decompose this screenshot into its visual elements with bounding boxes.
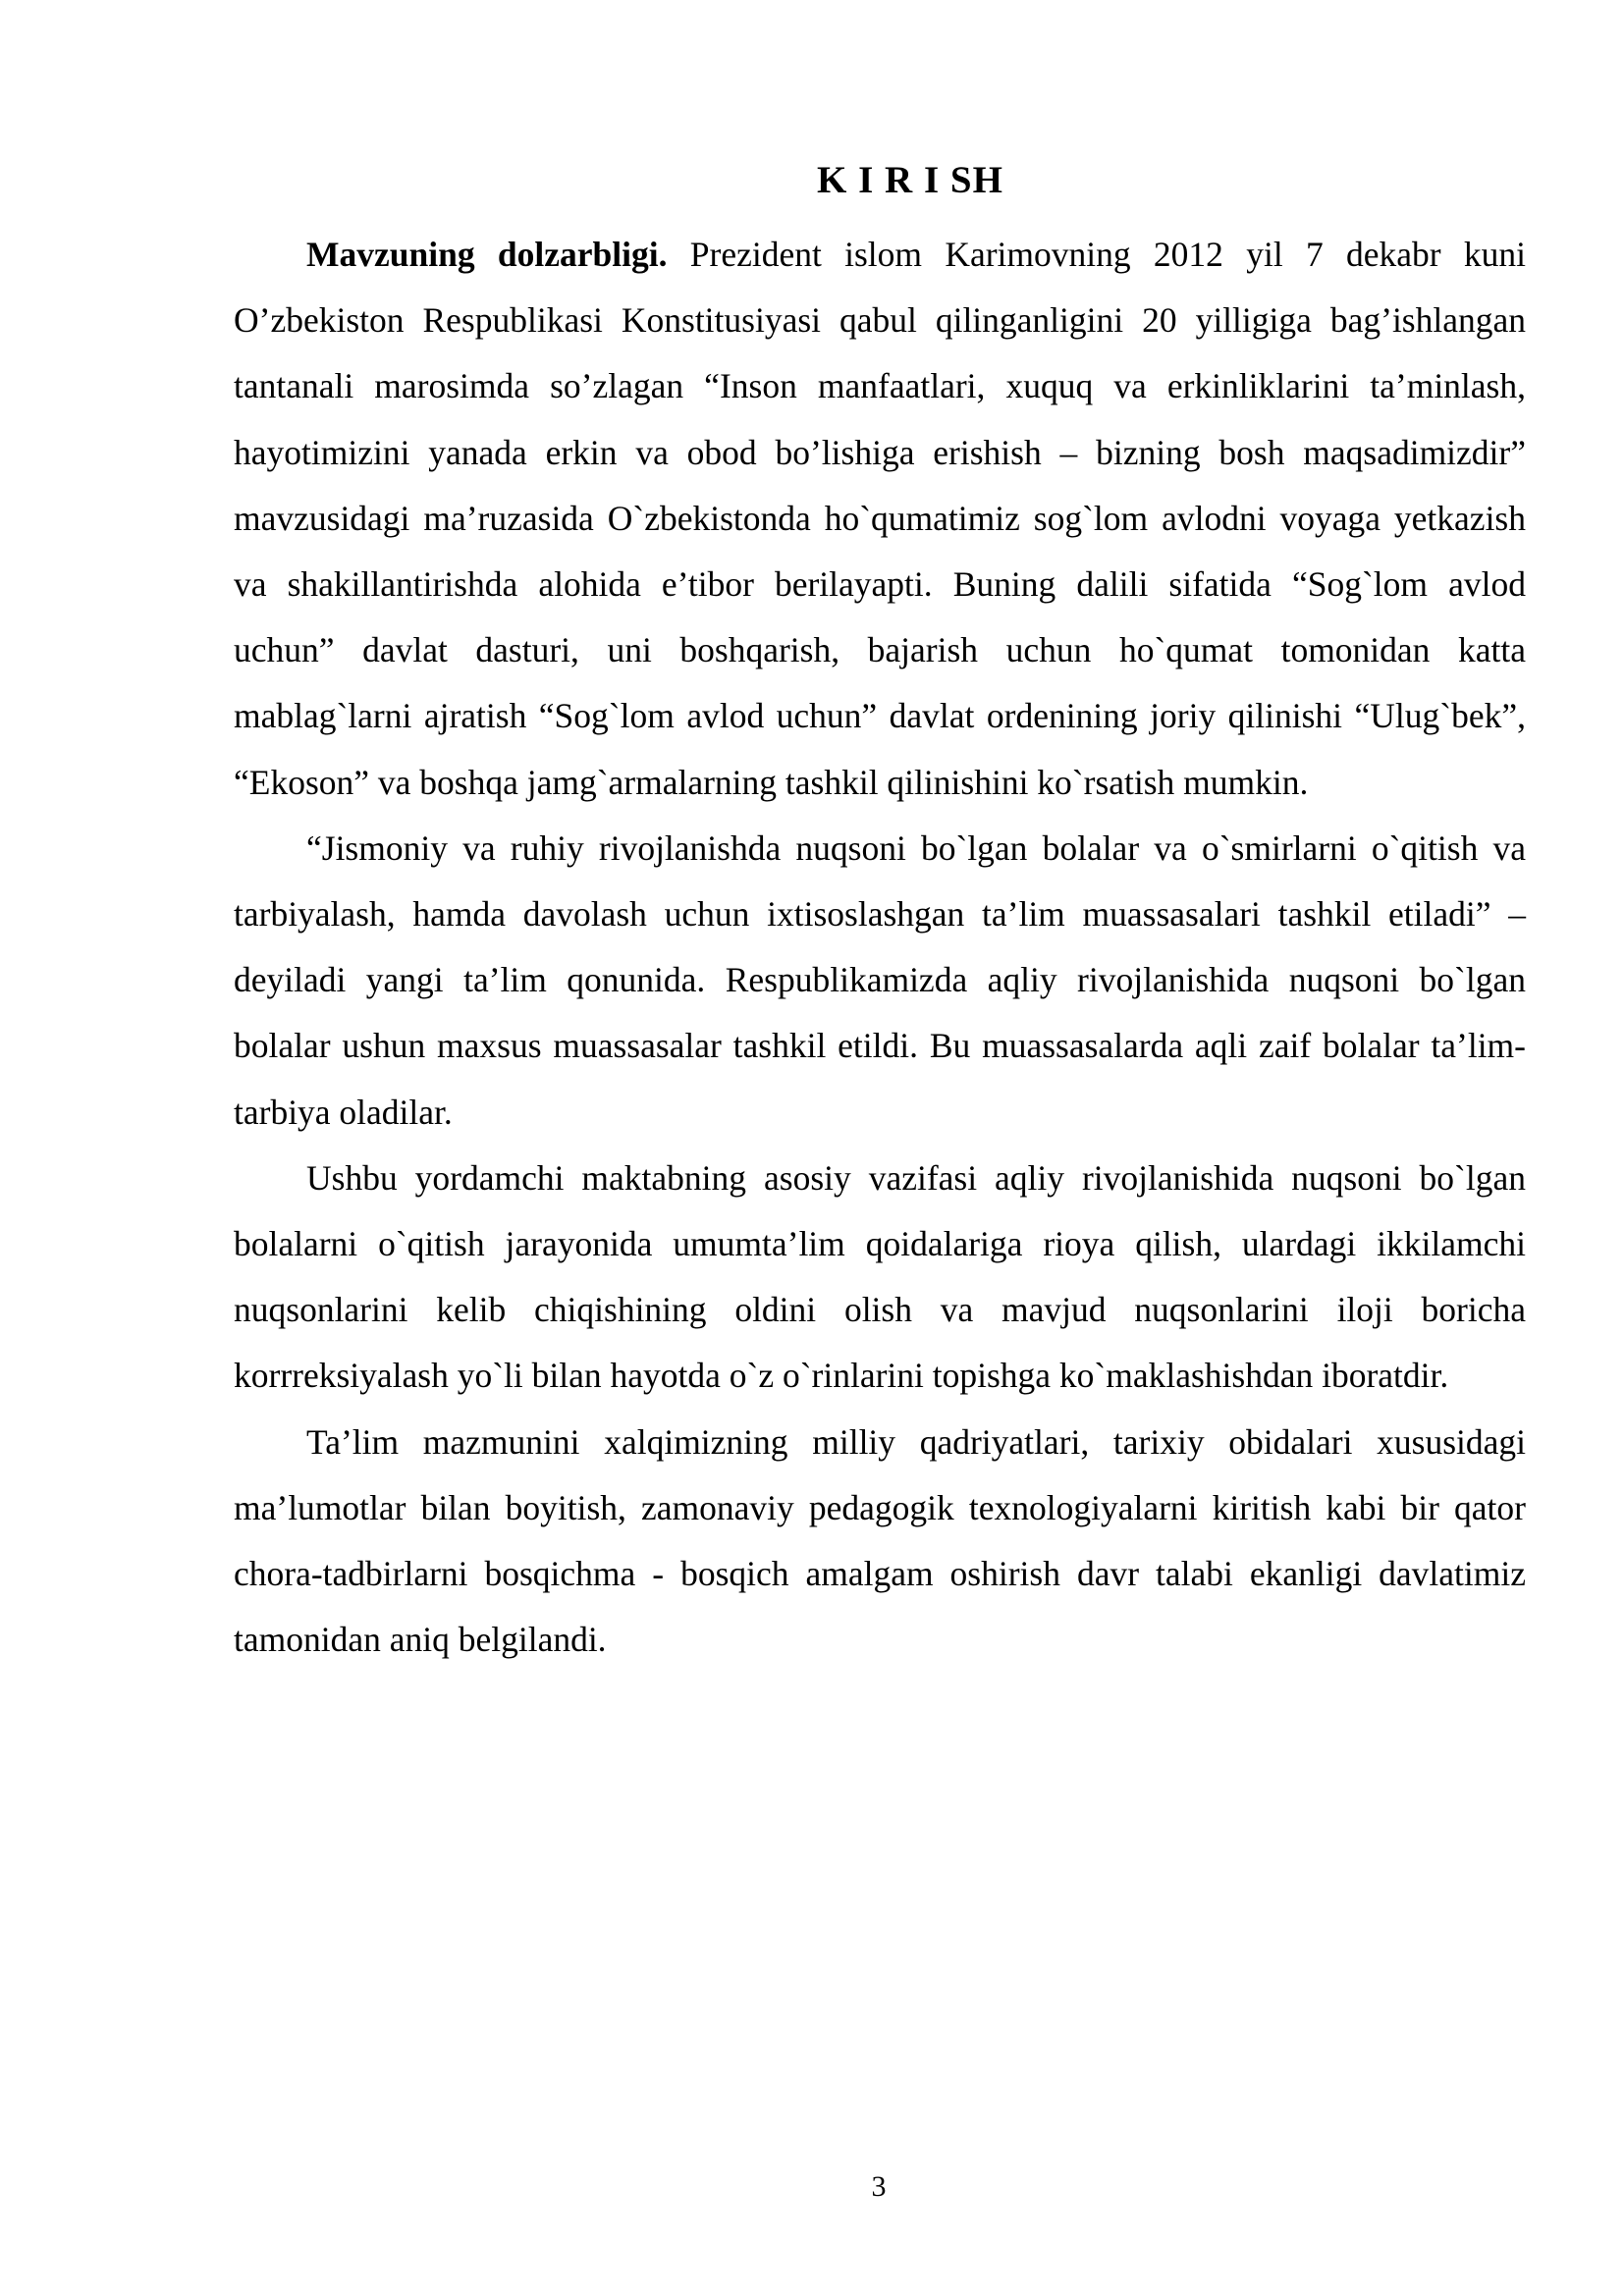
page-number: 3 [871, 2170, 887, 2203]
paragraph-education-content: Ta’lim mazmunini xalqimizning milliy qadriyatlari, tarixiy obidalari xususidagi ma’lumotlar bilan boyitish, zamonaviy pedagogik texnologiyalarni kiritish kabi bir qator chora-tadbirlarni bosqichma - bosqich amalgam oshirish davr talabi ekanligi davlatimiz tamonidan aniq belgilandi. [234, 1421, 1526, 1660]
page-title: K I R I SH [817, 159, 1003, 201]
paragraph-school-task: Ushbu yordamchi maktabning asosiy vazifasi aqliy rivojlanishida nuqsoni bo`lgan bolalarni o`qitish jarayonida umumta’lim qoidalariga rioya qilish, ulardagi ikkilamchi nuqsonlarini kelib chiqishining oldini olish va mavjud nuqsonlarini iloji boricha korrreksiyalash yo`li bilan hayotda o`z o`rinlarini topishga ko`maklashishdan iboratdir. [234, 1157, 1526, 1396]
paragraph-relevance [234, 222, 1526, 816]
body-text [234, 222, 1526, 1673]
paragraph-law-quote: “Jismoniy va ruhiy rivojlanishda nuqsoni bo`lgan bolalar va o`smirlarni o`qitish va tarbiyalash, hamda davolash uchun ixtisoslashgan ta’lim muassasalari tashkil etiladi” – deyiladi yangi ta’lim qonunida. Respublikamizda aqliy rivojlanishida nuqsoni bo`lgan bolalar ushun maxsus muassasalar tashkil etildi. Bu muassasalarda aqli zaif bolalar ta’lim-tarbiya oladilar. [234, 828, 1526, 1132]
paragraph-text: Prezident islom Karimovning 2012 yil 7 dekabr kuni O’zbekiston Respublikasi Konstitusiyasi qabul qilinganligini 20 yilligiga bag’ishlangan tantanali marosimda so’zlagan “Inson manfaatlari, xuquq va erkinliklarini ta’minlash, hayotimizini yanada erkin va obod bo’lishiga erishish – bizning bosh maqsadimizdir” mavzusidagi ma’ruzasida O`zbekistonda ho`qumatimiz sog`lom avlodni voyaga yetkazish va shakillantirishda alohida e’tibor berilayapti. Buning dalili sifatida “Sog`lom avlod uchun” davlat dasturi, uni boshqarish, bajarish uchun ho`qumat tomonidan katta mablag`larni ajratish “Sog`lom avlod uchun” davlat ordenining joriy qilinishi “Ulug`bek”, “Ekoson” va boshqa jamg`armalarning tashkil qilinishini ko`rsatish mumkin. [234, 235, 1526, 802]
paragraph-lead-heading: Mavzuning dolzarbligi. [306, 235, 668, 274]
